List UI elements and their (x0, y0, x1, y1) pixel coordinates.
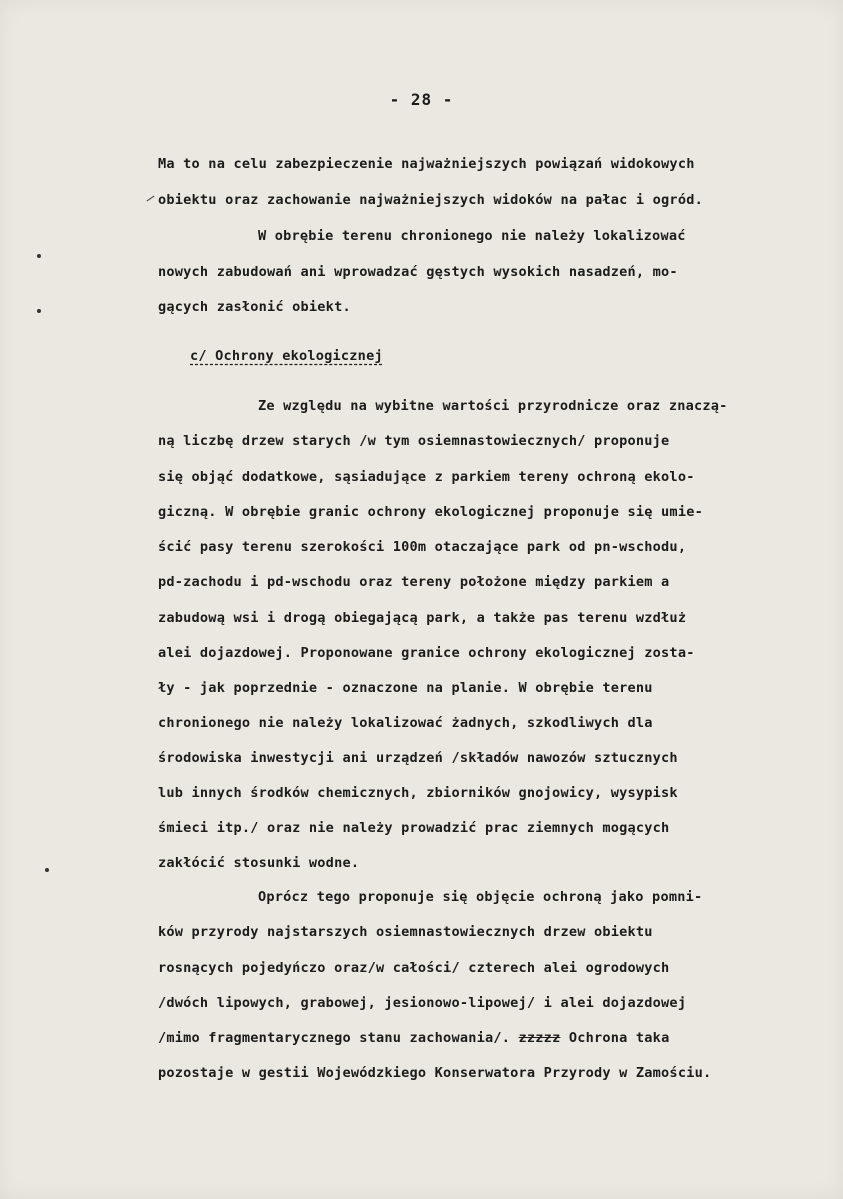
text-line: lub innych środków chemicznych, zbiorników gnojowicy, wysypisk (158, 785, 678, 801)
text-line: ków przyrody najstarszych osiemnastowiecznych drzew obiektu (158, 924, 653, 940)
section-heading-text: c/ Ochrony ekologicznej (190, 348, 383, 364)
page-number: - 28 - (389, 90, 454, 109)
text-line: śmieci itp./ oraz nie należy prowadzić prac ziemnych mogących (158, 820, 670, 836)
text-line: Ma to na celu zabezpieczenie najważniejszych powiązań widokowych (158, 156, 695, 172)
text-line: ścić pasy terenu szerokości 100m otaczające park od pn-wschodu, (158, 539, 687, 555)
text-line: pd-zachodu i pd-wschodu oraz tereny położone między parkiem a (158, 574, 670, 590)
text-line: się objąć dodatkowe, sąsiadujące z parkiem tereny ochroną ekolo- (158, 469, 695, 485)
text-line: W obrębie terenu chronionego nie należy lokalizować (258, 228, 686, 244)
text-line-part: /mimo fragmentarycznego stanu zachowania/. (158, 1030, 519, 1046)
text-line: zabudową wsi i drogą obiegającą park, a także pas terenu wzdłuż (158, 610, 687, 626)
section-heading (190, 348, 383, 364)
text-line: nowych zabudowań ani wprowadzać gęstych wysokich nasadzeń, mo- (158, 264, 678, 280)
text-line: środowiska inwestycji ani urządzeń /składów nawozów sztucznych (158, 750, 678, 766)
text-line: gących zasłonić obiekt. (158, 299, 351, 315)
margin-dot (37, 309, 41, 313)
margin-mark (147, 196, 155, 202)
text-line: ną liczbę drzew starych /w tym osiemnastowiecznych/ proponuje (158, 433, 670, 449)
text-line: /dwóch lipowych, grabowej, jesionowo-lipowej/ i alei dojazdowej (158, 995, 687, 1011)
text-line: pozostaje w gestii Wojewódzkiego Konserwatora Przyrody w Zamościu. (158, 1065, 712, 1081)
text-line: Ze względu na wybitne wartości przyrodnicze oraz znaczą- (258, 398, 728, 414)
text-line: chronionego nie należy lokalizować żadnych, szkodliwych dla (158, 715, 653, 731)
text-line: obiektu oraz zachowanie najważniejszych widoków na pałac i ogród. (158, 192, 703, 208)
margin-dot (45, 868, 49, 872)
text-line: zakłócić stosunki wodne. (158, 855, 360, 871)
text-line: Oprócz tego proponuje się objęcie ochroną jako pomni- (258, 889, 703, 905)
struck-out-word: zzzzz (518, 1030, 561, 1046)
text-line: alei dojazdowej. Proponowane granice ochrony ekologicznej zosta- (158, 645, 695, 661)
text-line-part: Ochrona taka (568, 1030, 670, 1046)
text-line: rosnących pojedyńczo oraz/w całości/ czterech alei ogrodowych (158, 960, 670, 976)
text-line: ły - jak poprzednie - oznaczone na planie. W obrębie terenu (158, 680, 653, 696)
text-line (158, 1030, 669, 1046)
margin-dot (37, 254, 41, 258)
text-line: giczną. W obrębie granic ochrony ekologicznej proponuje się umie- (158, 504, 703, 520)
